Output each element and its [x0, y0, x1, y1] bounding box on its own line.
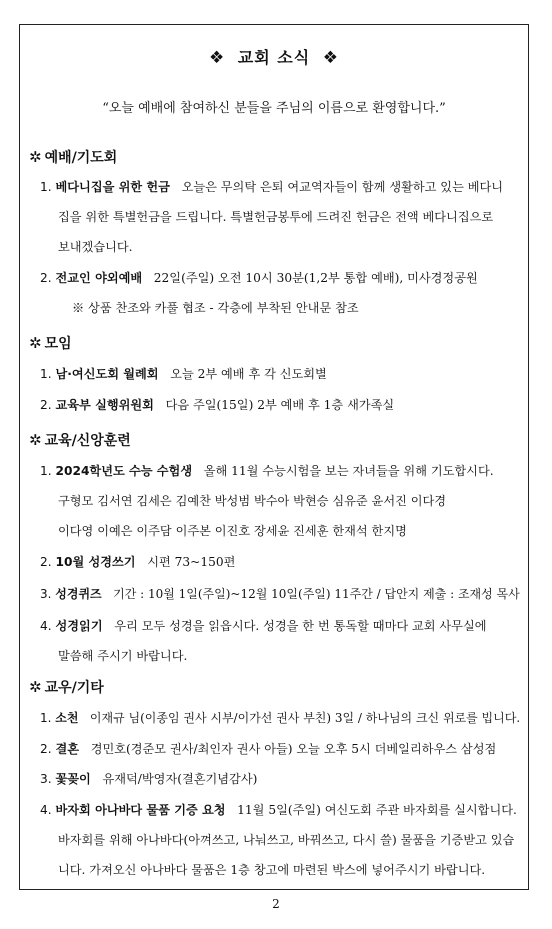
item-text: 유재덕/박영자(결혼기념감사) — [102, 772, 258, 786]
list-item-continuation: 구형모 김서연 김세은 김예찬 박성범 박수아 박현승 심유준 윤서진 이다경 — [58, 494, 447, 508]
list-item-education-2: 2. 10월 성경쓰기 시편 73~150편 — [40, 555, 236, 569]
welcome-message: “오늘 예배에 참여하신 분들을 주님의 이름으로 환영합니다.” — [102, 101, 446, 116]
item-text: 오늘 2부 예배 후 각 신도회별 — [170, 367, 327, 381]
list-item-continuation: 니다. 가져오신 아나바다 물품은 1층 창고에 마련된 박스에 넣어주시기 바랍니다. — [58, 863, 486, 877]
item-text: 시편 73~150편 — [147, 555, 236, 569]
item-text: 올해 11월 수능시험을 보는 자녀들을 위해 기도합시다. — [203, 464, 494, 478]
section-heading-education: ✲ 교육/신앙훈련 — [29, 431, 131, 449]
item-label: 성경퀴즈 — [55, 587, 102, 601]
page-title-text: 교회 소식 — [237, 48, 311, 67]
diamond-icon-left: ❖ — [208, 48, 226, 68]
list-item-meeting-2: 2. 교육부 실행위원회 다음 주일(15일) 2부 예배 후 1층 새가족실 — [40, 398, 395, 412]
item-text: 22일(주일) 오전 10시 30분(1,2부 통합 예배), 미사경정공원 — [153, 271, 478, 285]
page-title — [20, 45, 528, 68]
item-text: 우리 모두 성경을 읽읍시다. 성경을 한 번 통독할 때마다 교회 사무실에 — [114, 619, 487, 633]
item-text: 오늘은 무의탁 은퇴 여교역자들이 함께 생활하고 있는 베다니 — [181, 180, 504, 194]
asterisk-icon: ✲ — [29, 334, 42, 352]
list-item-continuation: 보내겠습니다. — [58, 240, 133, 254]
item-text: 이재규 님(이종임 권사 시부/이가선 권사 부친) 3일 / 하나님의 크신 위로를 빕니다. — [89, 711, 521, 725]
item-label: 결혼 — [55, 742, 80, 756]
item-label: 바자회 아나바다 물품 기증 요청 — [55, 803, 226, 817]
asterisk-icon: ✲ — [29, 431, 42, 449]
list-item-members-4: 4. 바자회 아나바다 물품 기증 요청 11월 5일(주일) 여신도회 주관 바자회를 실시합니다. — [40, 803, 517, 817]
item-label: 꽃꽂이 — [55, 772, 91, 786]
list-item-education-3: 3. 성경퀴즈 기간 : 10월 1일(주일)~12월 10일(주일) 11주간 / 답안지 제출 : 조재성 목사 — [40, 587, 520, 601]
section-heading-members: ✲ 교우/기타 — [29, 678, 104, 696]
item-label: 남·여신도회 월례회 — [55, 367, 159, 381]
page-number: 2 — [272, 897, 280, 911]
list-item-members-3: 3. 꽃꽂이 유재덕/박영자(결혼기념감사) — [40, 772, 258, 786]
list-item-continuation: 말씀해 주시기 바랍니다. — [58, 649, 188, 663]
item-text: 기간 : 10월 1일(주일)~12월 10일(주일) 11주간 / 답안지 제출 : 조재성 목사 — [113, 587, 520, 601]
section-heading-worship: ✲ 예배/기도회 — [29, 148, 118, 166]
list-item-education-1: 1. 2024학년도 수능 수험생 올해 11월 수능시험을 보는 자녀들을 위해 기도합시다. — [40, 464, 494, 478]
asterisk-icon: ✲ — [29, 148, 42, 166]
list-item-continuation: 이다영 이예은 이주담 이주본 이진호 장세윤 진세훈 한재석 한지명 — [58, 524, 407, 538]
list-item-continuation: 집을 위한 특별헌금을 드립니다. 특별헌금봉투에 드려진 헌금은 전액 베다니집으로 — [58, 210, 494, 224]
item-text: 경민호(경준모 권사/최인자 권사 아들) 오늘 오후 5시 더베일리하우스 삼성점 — [90, 742, 497, 756]
bulletin-frame — [19, 24, 529, 890]
list-item-meeting-1: 1. 남·여신도회 월례회 오늘 2부 예배 후 각 신도회별 — [40, 367, 327, 381]
item-label: 10월 성경쓰기 — [55, 555, 136, 569]
diamond-icon-right: ❖ — [322, 48, 340, 68]
item-label: 성경읽기 — [55, 619, 103, 633]
list-item-education-4: 4. 성경읽기 우리 모두 성경을 읽읍시다. 성경을 한 번 통독할 때마다 교회 사무실에 — [40, 619, 487, 633]
item-text: 11월 5일(주일) 여신도회 주관 바자회를 실시합니다. — [237, 803, 517, 817]
item-label: 교육부 실행위원회 — [55, 398, 154, 412]
item-label: 소천 — [55, 711, 79, 725]
item-label: 2024학년도 수능 수험생 — [55, 464, 193, 478]
item-label: 전교인 야외예배 — [55, 271, 143, 285]
list-item-worship-1: 1. 베다니집을 위한 헌금 오늘은 무의탁 은퇴 여교역자들이 함께 생활하고 있는 베다니 — [40, 180, 504, 194]
list-item-continuation: 바자회를 위해 아나바다(아껴쓰고, 나눠쓰고, 바꿔쓰고, 다시 쓸) 물품을 기증받고 있습 — [58, 833, 515, 847]
list-item-members-1: 1. 소천 이재규 님(이종임 권사 시부/이가선 권사 부친) 3일 / 하나님의 크신 위로를 빕니다. — [40, 711, 521, 725]
item-note: ※ 상품 찬조와 카풀 협조 - 각층에 부착된 안내문 참조 — [72, 301, 359, 315]
list-item-worship-2: 2. 전교인 야외예배 22일(주일) 오전 10시 30분(1,2부 통합 예배), 미사경정공원 — [40, 271, 478, 285]
section-heading-meeting: ✲ 모임 — [29, 334, 72, 352]
item-text: 다음 주일(15일) 2부 예배 후 1층 새가족실 — [165, 398, 395, 412]
list-item-members-2: 2. 결혼 경민호(경준모 권사/최인자 권사 아들) 오늘 오후 5시 더베일리하우스 삼성점 — [40, 742, 497, 756]
item-label: 베다니집을 위한 헌금 — [55, 180, 170, 194]
asterisk-icon: ✲ — [29, 678, 42, 696]
